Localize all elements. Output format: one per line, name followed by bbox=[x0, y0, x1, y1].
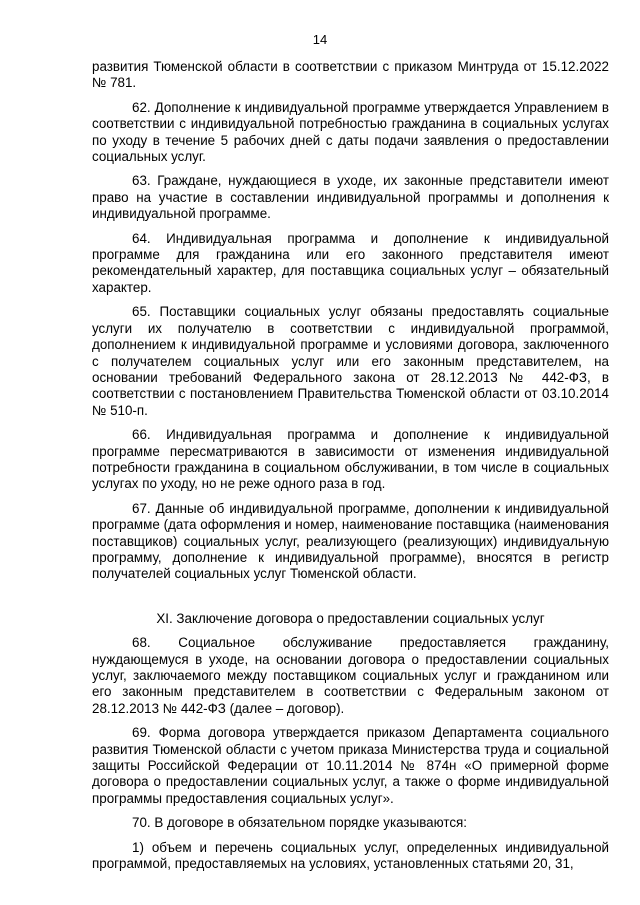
page-number: 14 bbox=[312, 32, 328, 47]
paragraph-62: 62. Дополнение к индивидуальной программе утверждается Управлением в соответствии с индивидуальной потребностью гражданина в социальных услугах по уходу в течение 5 рабочих дней с даты подачи заявления о предоставлении социальных услуг. bbox=[92, 99, 609, 165]
paragraph-66: 66. Индивидуальная программа и дополнение к индивидуальной программе пересматриваются в зависимости от изменения индивидуальной потребности гражданина в социальном обслуживании, в том числе в социальных услугах по уходу, но не реже одного раза в год. bbox=[92, 427, 609, 492]
paragraph-64: 64. Индивидуальная программа и дополнение к индивидуальной программе для гражданина или его законного представителя имеют рекомендательный характер, для поставщика социальных услуг – обязательный характер. bbox=[92, 230, 609, 295]
paragraph-70-item-1: 1) объем и перечень социальных услуг, определенных индивидуальной программой, предоставляемых на условиях, установленных статьями 20, 31, bbox=[92, 839, 609, 872]
section-heading: XI. Заключение договора о предоставлении социальных услуг bbox=[156, 610, 545, 626]
document-body bbox=[92, 59, 609, 880]
paragraph-63: 63. Граждане, нуждающиеся в уходе, их законные представители имеют право на участие в составлении индивидуальной программы и дополнения к индивидуальной программе. bbox=[92, 173, 609, 222]
paragraph-69: 69. Форма договора утверждается приказом Департамента социального развития Тюменской области с учетом приказа Министерства труда и социальной защиты Российской Федерации от 10.11.2014 № 874н «О примерной форме договора о предоставлении социальных услуг, а также о форме индивидуальной программы предоставления социальных услуг». bbox=[92, 725, 609, 806]
paragraph-67: 67. Данные об индивидуальной программе, дополнении к индивидуальной программе (дата оформления и номер, наименование поставщика (наименования поставщиков) социальных услуг, реализующего (реализующих) индивидуальную программу, дополнение к индивидуальной программе), вносятся в регистр получателей социальных услуг Тюменской области. bbox=[92, 500, 609, 582]
paragraph-70: 70. В договоре в обязательном порядке указываются: bbox=[132, 815, 468, 831]
paragraph-68: 68. Социальное обслуживание предоставляется гражданину, нуждающемуся в уходе, на основании договора о предоставлении социальных услуг, заключаемого между поставщиком социальных услуг и гражданином или его законным представителем в соответствии с Федеральным законом от 28.12.2013 № 442-ФЗ (далее – договор). bbox=[92, 635, 609, 716]
paragraph-continuation: развития Тюменской области в соответствии с приказом Минтруда от 15.12.2022 № 781. bbox=[92, 59, 609, 91]
paragraph-65: 65. Поставщики социальных услуг обязаны предоставлять социальные услуги их получателю в соответствии с индивидуальной программой, дополнением к индивидуальной программе и условиями договора, заключенного с получателем социальных услуг или его законным представителем, на основании требований Федерального закона от 28.12.2013 № 442-ФЗ, в соответствии с постановлением Правительства Тюменской области от 03.10.2014 № 510-п. bbox=[92, 304, 609, 418]
